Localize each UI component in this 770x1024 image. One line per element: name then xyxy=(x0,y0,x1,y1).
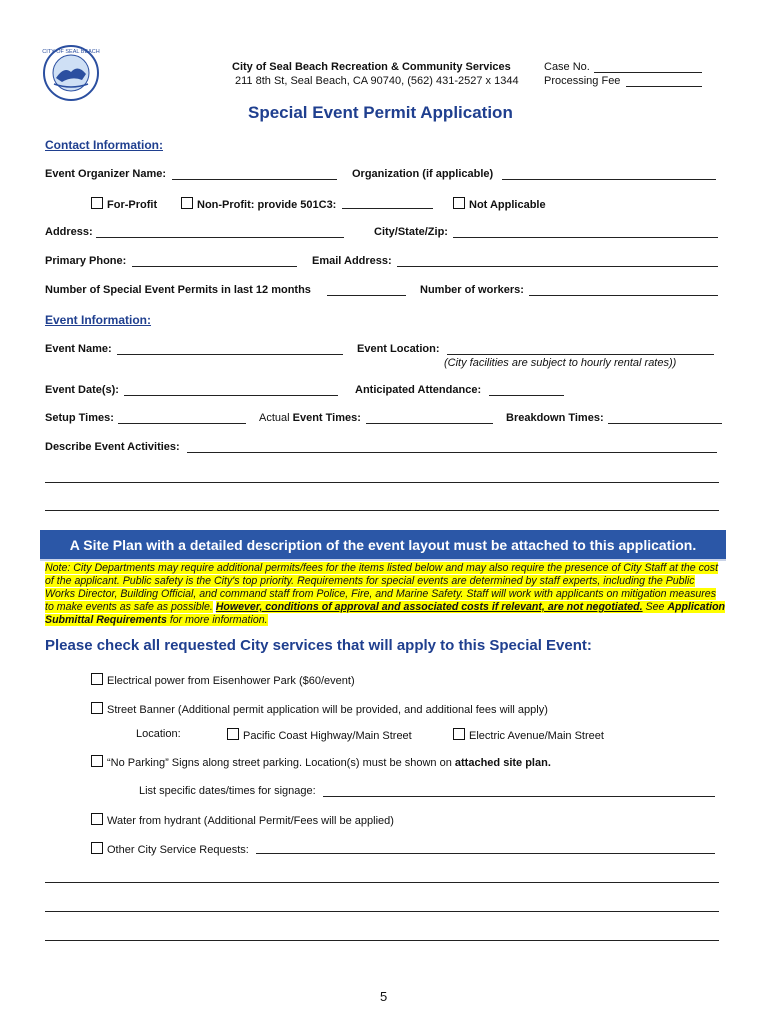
no-parking-option[interactable]: “No Parking” Signs along street parking. Location(s) must be shown on attached site plan. xyxy=(91,755,551,769)
for-profit-checkbox[interactable] xyxy=(91,197,103,209)
signage-dates-label: List specific dates/times for signage: xyxy=(139,785,316,797)
processing-fee-label: Processing Fee xyxy=(544,75,621,87)
street-banner-checkbox[interactable] xyxy=(91,702,103,714)
electrical-checkbox[interactable] xyxy=(91,673,103,685)
setup-times-field[interactable] xyxy=(118,423,246,424)
electrical-option[interactable]: Electrical power from Eisenhower Park ($60/event) xyxy=(91,673,355,687)
describe-field-3[interactable] xyxy=(45,510,719,511)
other-services-line-2[interactable] xyxy=(45,882,719,883)
event-dates-field[interactable] xyxy=(124,395,338,396)
water-option[interactable]: Water from hydrant (Additional Permit/Fees will be applied) xyxy=(91,813,394,827)
case-no-label: Case No. xyxy=(544,61,590,73)
pch-checkbox[interactable] xyxy=(227,728,239,740)
pch-option[interactable]: Pacific Coast Highway/Main Street xyxy=(227,728,412,742)
non-profit-option[interactable]: Non-Profit: provide 501C3: xyxy=(181,197,336,211)
street-banner-option[interactable]: Street Banner (Additional permit application will be provided, and additional fees will apply) xyxy=(91,702,548,716)
actual-event-times-label: Actual Event Times: xyxy=(259,412,361,424)
contact-heading: Contact Information: xyxy=(45,138,163,152)
org-address: 211 8th St, Seal Beach, CA 90740, (562) 431-2527 x 1344 xyxy=(235,75,519,87)
for-profit-option[interactable]: For-Profit xyxy=(91,197,157,211)
organizer-label: Event Organizer Name: xyxy=(45,168,167,180)
signage-dates-field[interactable] xyxy=(323,796,715,797)
case-no-field[interactable] xyxy=(594,72,702,73)
banner-location-label: Location: xyxy=(136,728,181,740)
event-heading: Event Information: xyxy=(45,313,152,327)
event-location-field[interactable] xyxy=(447,354,714,355)
processing-fee-field[interactable] xyxy=(626,86,702,87)
event-name-label: Event Name: xyxy=(45,343,112,355)
water-checkbox[interactable] xyxy=(91,813,103,825)
not-applicable-option[interactable]: Not Applicable xyxy=(453,197,546,211)
address-label: Address: xyxy=(45,226,93,238)
logo-text: CITY OF SEAL BEACH xyxy=(42,49,100,55)
org-name: City of Seal Beach Recreation & Community Services xyxy=(232,61,511,73)
non-profit-checkbox[interactable] xyxy=(181,197,193,209)
permits-label: Number of Special Event Permits in last 12 months xyxy=(45,284,311,296)
electric-ave-checkbox[interactable] xyxy=(453,728,465,740)
no-parking-checkbox[interactable] xyxy=(91,755,103,767)
other-services-checkbox[interactable] xyxy=(91,842,103,854)
address-field[interactable] xyxy=(96,237,344,238)
event-name-field[interactable] xyxy=(117,354,343,355)
event-location-label: Event Location: xyxy=(357,343,440,355)
organization-label: Organization (if applicable) xyxy=(352,168,494,180)
attendance-label: Anticipated Attendance: xyxy=(355,384,482,396)
electric-ave-option[interactable]: Electric Avenue/Main Street xyxy=(453,728,604,742)
other-services-line-4[interactable] xyxy=(45,940,719,941)
location-note: (City facilities are subject to hourly rental rates)) xyxy=(444,357,677,369)
other-services-option[interactable]: Other City Service Requests: xyxy=(91,842,249,856)
workers-field[interactable] xyxy=(529,295,718,296)
page-number: 5 xyxy=(380,989,388,1004)
city-seal-logo xyxy=(42,44,100,102)
phone-label: Primary Phone: xyxy=(45,255,127,267)
setup-times-label: Setup Times: xyxy=(45,412,114,424)
event-times-field[interactable] xyxy=(366,423,493,424)
breakdown-times-label: Breakdown Times: xyxy=(506,412,604,424)
workers-label: Number of workers: xyxy=(420,284,524,296)
not-applicable-checkbox[interactable] xyxy=(453,197,465,209)
services-heading: Please check all requested City services that will apply to this Special Event: xyxy=(45,637,592,654)
describe-label: Describe Event Activities: xyxy=(45,441,180,453)
attendance-field[interactable] xyxy=(489,395,564,396)
site-plan-banner: A Site Plan with a detailed description of the event layout must be attached to this application. xyxy=(40,530,726,561)
organization-field[interactable] xyxy=(502,179,716,180)
describe-field-2[interactable] xyxy=(45,482,719,483)
permits-field[interactable] xyxy=(327,295,406,296)
event-dates-label: Event Date(s): xyxy=(45,384,119,396)
email-field[interactable] xyxy=(397,266,718,267)
city-field[interactable] xyxy=(453,237,718,238)
organizer-field[interactable] xyxy=(172,179,337,180)
email-label: Email Address: xyxy=(312,255,392,267)
other-services-field[interactable] xyxy=(256,853,715,854)
501c3-field[interactable] xyxy=(342,208,433,209)
phone-field[interactable] xyxy=(132,266,297,267)
page-title: Special Event Permit Application xyxy=(248,103,513,122)
breakdown-times-field[interactable] xyxy=(608,423,722,424)
other-services-line-3[interactable] xyxy=(45,911,719,912)
city-label: City/State/Zip: xyxy=(374,226,448,238)
describe-field-1[interactable] xyxy=(187,452,717,453)
note-paragraph: Note: City Departments may require additional permits/fees for the items listed below and may also require the presence of City Staff at the cost of the applicant. Public safety is the City's top priority. Requirements for special events are determined by staff experts, including the Public Works Director, Building Official, and command staff from Police, Fire, and Marine Safety. Staff will work with applicants on mitigation measures to make events as safe as possible. However, conditions of approval and associated costs if relevant, are not negotiated. See Application Submittal Requirements for more information. xyxy=(45,562,726,626)
